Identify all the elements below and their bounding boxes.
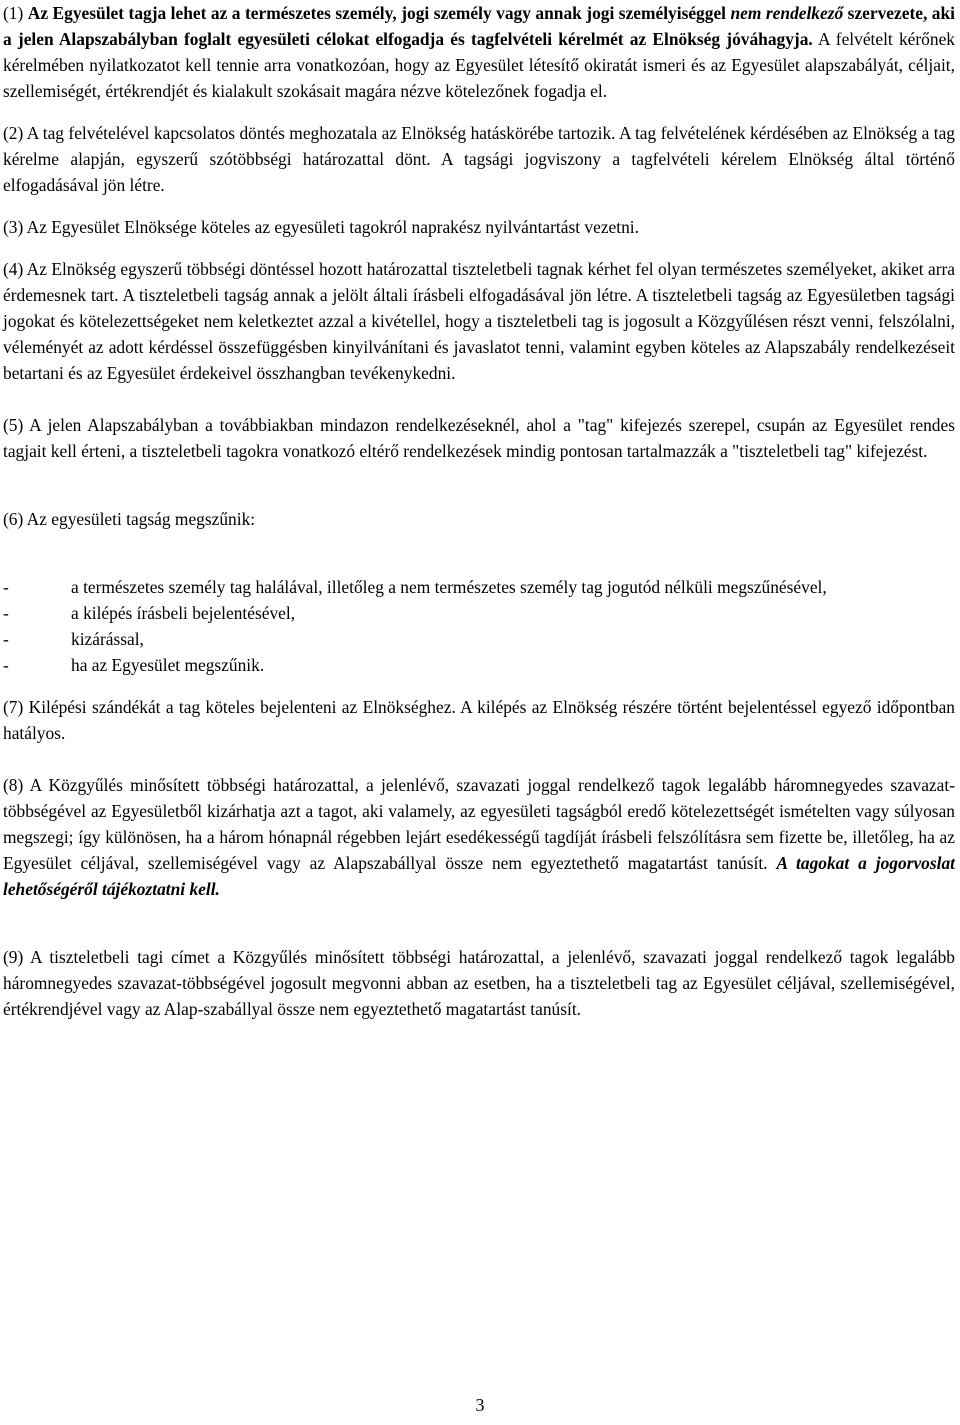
paragraph-9: (9) A tiszteletbeli tagi címet a Közgyűlés minősített többségi határozattal, a jelenlévő, szavazati joggal rendelkező tagok legalább háromnegyedes szavazat-többségével jogosult megvonni abban az esetben, ha a tiszteletbeli tag az Egyesület céljával, szellemiségével, értékrendjével vagy az Alap-szabállyal össze nem egyeztethető magatartást tanúsít.: [3, 947, 955, 1019]
paragraph-6: (6) Az egyesületi tagság megszűnik:: [3, 509, 256, 529]
paragraph-7: (7) Kilépési szándékát a tag köteles bejelenteni az Elnökséghez. A kilépés az Elnökség részére történt bejelentéssel egyező időpontban hatályos.: [3, 697, 955, 743]
list-dash: -: [3, 629, 9, 649]
list-item-text: a természetes személy tag halálával, illetőleg a nem természetes személy tag jogutód nélküli megszűnésével,: [71, 577, 827, 597]
list-item-text: ha az Egyesület megszűnik.: [71, 655, 265, 675]
paragraph-1-bold-italic: nem rendelkező: [730, 3, 844, 23]
list-dash: -: [3, 603, 9, 623]
paragraph-2: (2) A tag felvételével kapcsolatos döntés meghozatala az Elnökség hatáskörébe tartozik. A tag felvételének kérdésében az Elnökség a tag kérelme alapján, egyszerű szótöbbségi határozattal dönt. A tagsági jogviszony a tagfelvételi kérelem Elnökség által történő elfogadásával jön létre.: [3, 123, 955, 195]
termination-list: [3, 574, 955, 678]
document-page: [3, 0, 955, 1022]
list-item: [3, 626, 955, 652]
list-dash: -: [3, 655, 9, 675]
page-number: 3: [475, 1395, 485, 1415]
list-dash: -: [3, 577, 9, 597]
paragraph-3: (3) Az Egyesület Elnöksége köteles az egyesületi tagokról naprakész nyilvántartást vezetni.: [3, 217, 639, 237]
list-item: [3, 600, 955, 626]
paragraph-8-bold-italic: A tagokat a jogorvoslat lehetőségéről tájékoztatni kell.: [3, 853, 956, 899]
paragraph-5: (5) A jelen Alapszabályban a továbbiakban mindazon rendelkezéseknél, ahol a "tag" kifejezés szerepel, csupán az Egyesület rendes tagjait kell érteni, a tiszteletbeli tagokra vonatkozó eltérő rendelkezések mindig pontosan tartalmazzák a "tiszteletbeli tag" kifejezést.: [3, 415, 955, 461]
list-item: [3, 574, 955, 600]
paragraph-8: [3, 772, 955, 902]
paragraph-8-text: (8) A Közgyűlés minősített többségi határozattal, a jelenlévő, szavazati joggal rendelkező tagok legalább háromnegyedes szavazat-többségével az Egyesületből kizárhatja azt a tagot, aki valamely, az egyesületi tagságból eredő kötelezettségét ismételten vagy súlyosan megszegi; így különösen, ha a három hónapnál régebben lejárt esedékességű tagdíját írásbeli felszólításra sem fizette be, illetőleg, ha az Egyesület céljával, szellemiségével vagy az Alapszabállyal össze nem egyeztethető magatartást tanúsít.: [3, 775, 955, 873]
paragraph-1-number: (1): [3, 3, 28, 23]
list-item-text: a kilépés írásbeli bejelentésével,: [71, 603, 296, 623]
paragraph-4: (4) Az Elnökség egyszerű többségi döntéssel hozott határozattal tiszteletbeli tagnak kérhet fel olyan természetes személyeket, akiket arra érdemesnek tart. A tiszteletbeli tagság annak a jelölt általi írásbeli elfogadásával jön létre. A tiszteletbeli tagság az Egyesületben tagsági jogokat és kötelezettségeket nem keletkeztet azzal a kivétellel, hogy a tiszteletbeli tag is jogosult a Közgyűlésen részt venni, felszólalni, véleményét az adott kérdéssel összefüggésben kinyilvánítani és javaslatot tenni, valamint egyben köteles az Alapszabály rendelkezéseit betartani és az Egyesület érdekeivel összhangban tevékenykedni.: [3, 259, 955, 383]
paragraph-1-bold-b: szervezete, aki a jelen Alapszabályban foglalt egyesületi célokat elfogadja és tagfelvételi kérelmét az Elnökség jóváhagyja.: [3, 3, 955, 49]
paragraph-1: [3, 0, 955, 104]
list-item-text: kizárással,: [71, 629, 144, 649]
paragraph-1-bold-a: Az Egyesület tagja lehet az a természetes személy, jogi személy vagy annak jogi személyiséggel: [27, 3, 731, 23]
paragraph-1-rest: A felvételt kérőnek kérelmében nyilatkozatot kell tennie arra vonatkozóan, hogy az Egyesület létesítő okiratát ismeri és az Egyesület alapszabályát, céljait, szellemiségét, értékrendjét és kialakult szokásait magára nézve kötelezőnek fogadja el.: [3, 29, 955, 101]
list-item: [3, 652, 955, 678]
